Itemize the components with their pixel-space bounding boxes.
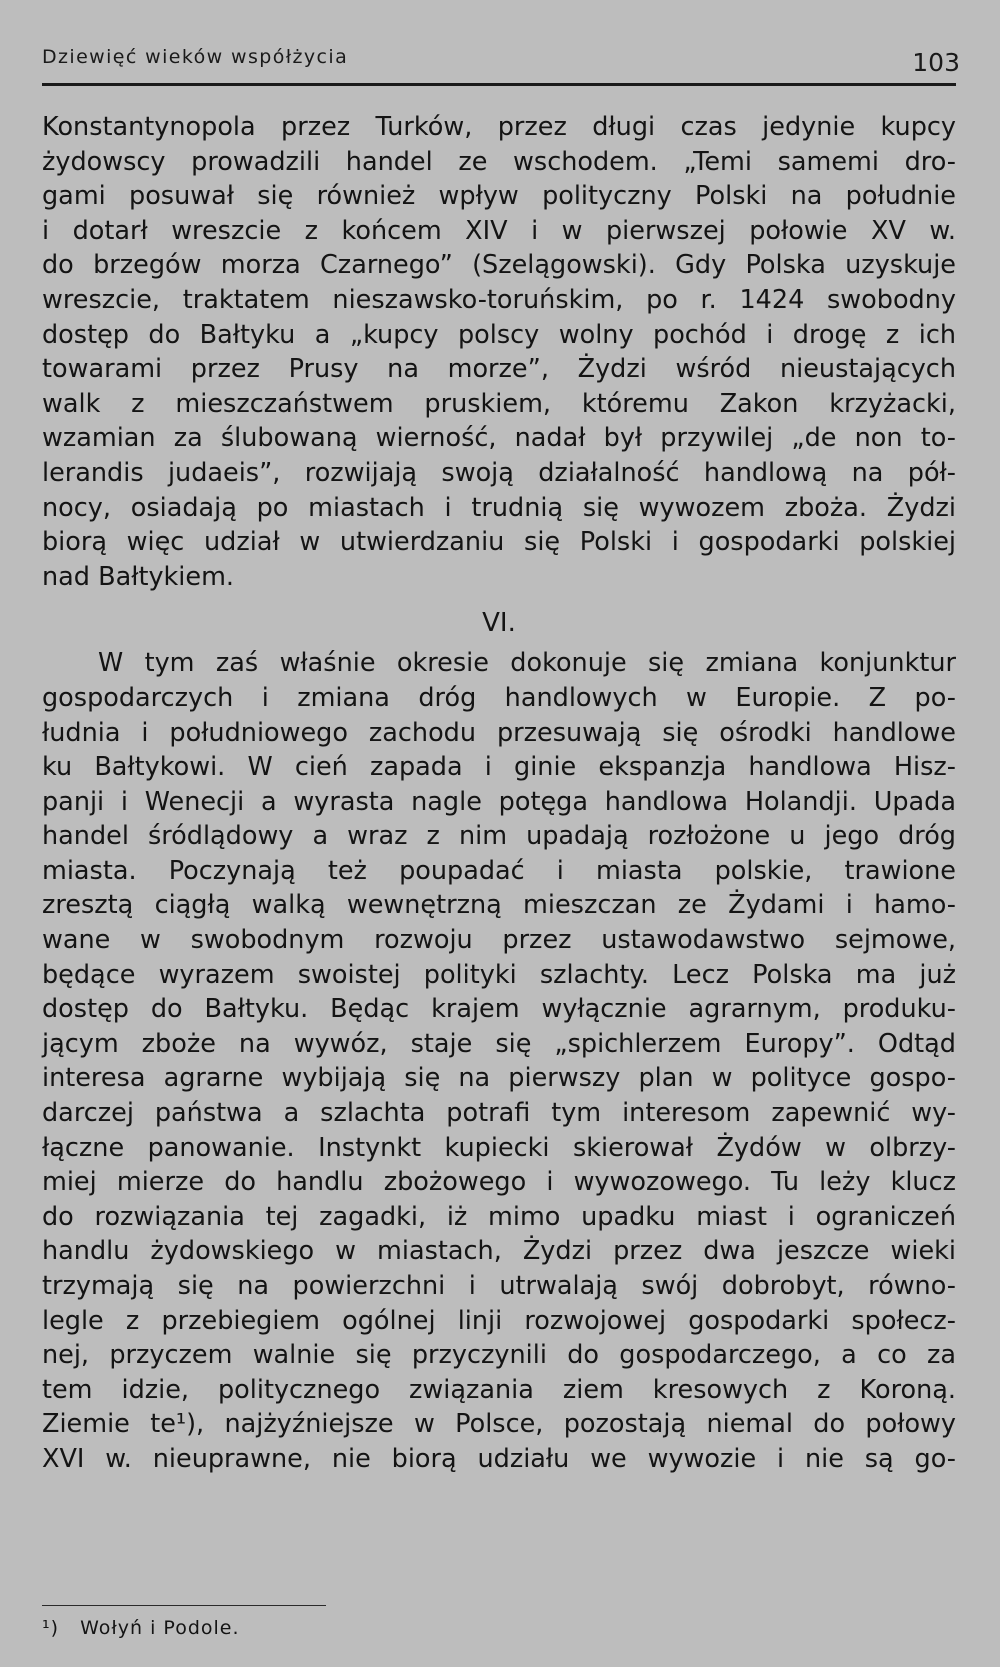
- text-line: gospodarczych i zmiana dróg handlowych w Europie. Z po-: [42, 682, 956, 713]
- text-line: i dotarł wreszcie z końcem XIV i w pierwszej połowie XV w.: [42, 215, 956, 246]
- text-line: Konstantynopola przez Turków, przez długi czas jedynie kupcy: [42, 112, 956, 142]
- text-line: trzymają się na powierzchni i utrwalają swój dobrobyt, równo-: [42, 1271, 956, 1301]
- body-text: [42, 110, 956, 1477]
- text-line: handlu żydowskiego w miastach, Żydzi przez dwa jeszcze wieki: [42, 1236, 956, 1267]
- text-line: żydowscy prowadzili handel ze wschodem. „Temi samemi dro-: [42, 146, 956, 177]
- text-line: do brzegów morza Czarnego” (Szelągowski). Gdy Polska uzyskuje: [42, 250, 956, 281]
- running-header-title: Dziewięć wieków współżycia: [42, 46, 349, 68]
- footnote-marker: ¹): [42, 1617, 60, 1639]
- text-line: handel śródlądowy a wraz z nim upadają rozłożone u jego dróg: [42, 821, 956, 852]
- text-line: XVI w. nieuprawne, nie biorą udziału we wywozie i nie są go-: [42, 1443, 956, 1474]
- text-line: nej, przyczem walnie się przyczynili do gospodarczego, a co za: [42, 1340, 956, 1371]
- text-line: nad Bałtykiem.: [42, 561, 235, 592]
- footnote-rule: [42, 1605, 326, 1606]
- text-line: będące wyrazem swoistej polityki szlachty. Lecz Polska ma już: [42, 959, 956, 990]
- text-line: legle z przebiegiem ogólnej linji rozwojowej gospodarki społecz-: [42, 1305, 956, 1336]
- text-line: ku Bałtykowi. W cień zapada i ginie ekspanzja handlowa Hisz-: [42, 752, 956, 783]
- text-line: nocy, osiadają po miastach i trudnią się wywozem zboża. Żydzi: [42, 492, 956, 523]
- text-line: miej mierze do handlu zbożowego i wywozowego. Tu leży klucz: [42, 1167, 956, 1198]
- text-line: W tym zaś właśnie okresie dokonuje się zmiana konjunktur: [98, 648, 956, 679]
- paragraph-1: [42, 110, 956, 594]
- text-line: do rozwiązania tej zagadki, iż mimo upadku miast i ograniczeń: [42, 1201, 956, 1232]
- footnote: [42, 1617, 240, 1639]
- text-line: jącym zboże na wywóz, staje się „spichlerzem Europy”. Odtąd: [42, 1028, 956, 1059]
- section-title: VI.: [482, 608, 516, 639]
- running-header: [42, 46, 960, 86]
- text-line: towarami przez Prusy na morze”, Żydzi wśród nieustających: [42, 354, 956, 385]
- text-line: miasta. Poczynają też poupadać i miasta polskie, trawione: [42, 855, 956, 886]
- text-line: gami posuwał się również wpływ polityczny Polski na południe: [42, 181, 956, 212]
- text-line: interesa agrarne wybijają się na pierwszy plan w polityce gospo-: [42, 1063, 956, 1094]
- text-line: biorą więc udział w utwierdzaniu się Polski i gospodarki polskiej: [42, 527, 956, 558]
- text-line: lerandis judaeis”, rozwijają swoją działalność handlową na pół-: [42, 457, 956, 488]
- paragraph-2: [42, 646, 956, 1476]
- text-line: tem idzie, politycznego związania ziem kresowych z Koroną.: [42, 1374, 956, 1405]
- text-line: walk z mieszczaństwem pruskiem, któremu Zakon krzyżacki,: [42, 388, 956, 419]
- header-rule: [42, 83, 956, 86]
- text-line: Ziemie te¹), najżyźniejsze w Polsce, pozostają niemal do połowy: [42, 1409, 956, 1440]
- text-line: wzamian za ślubowaną wierność, nadał był przywilej „de non to-: [42, 423, 956, 454]
- text-line: zresztą ciągłą walką wewnętrzną mieszczan ze Żydami i hamo-: [42, 890, 956, 921]
- text-line: łączne panowanie. Instynkt kupiecki skierował Żydów w olbrzy-: [42, 1132, 956, 1163]
- text-line: darczej państwa a szlachta potrafi tym interesom zapewnić wy-: [42, 1098, 956, 1129]
- footnote-text: Wołyń i Podole.: [80, 1617, 240, 1639]
- text-line: łudnia i południowego zachodu przesuwają się ośrodki handlowe: [42, 717, 956, 748]
- text-line: dostęp do Bałtyku a „kupcy polscy wolny pochód i drogę z ich: [42, 319, 956, 350]
- text-line: wane w swobodnym rozwoju przez ustawodawstwo sejmowe,: [42, 925, 956, 956]
- page-number: 103: [912, 48, 960, 77]
- text-line: dostęp do Bałtyku. Będąc krajem wyłącznie agrarnym, produku-: [42, 994, 956, 1025]
- text-line: panji i Wenecji a wyrasta nagle potęga handlowa Holandji. Upada: [42, 786, 956, 817]
- text-line: wreszcie, traktatem nieszawsko-toruńskim, po r. 1424 swobodny: [42, 284, 956, 315]
